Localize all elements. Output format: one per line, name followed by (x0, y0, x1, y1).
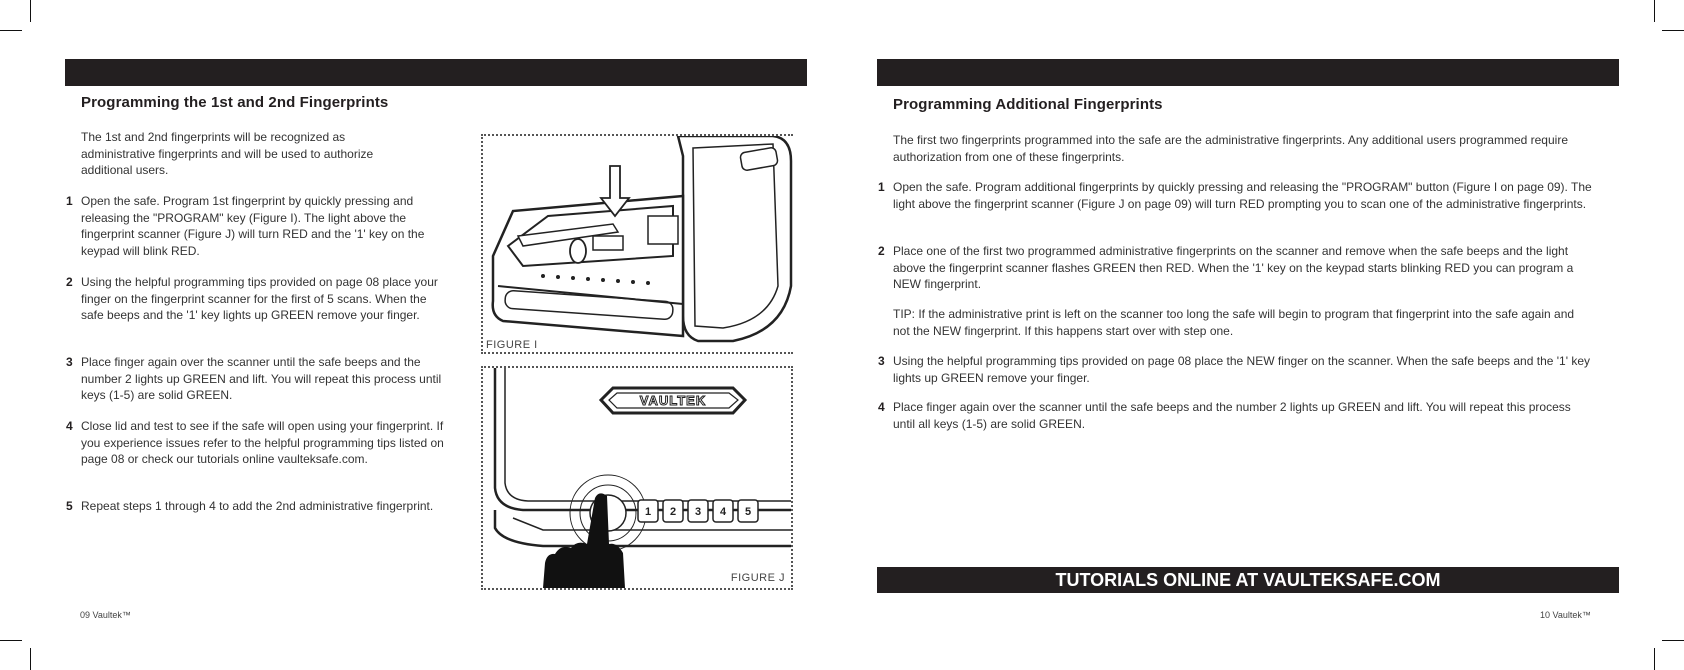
crop-mark (30, 648, 31, 670)
crop-mark (0, 640, 22, 641)
step-number: 2 (66, 275, 73, 289)
left-step-3 (66, 354, 451, 404)
right-step-1 (878, 179, 1593, 212)
step-number: 3 (878, 354, 885, 368)
crop-mark (30, 0, 31, 22)
right-tip (893, 306, 1593, 339)
crop-mark (1662, 30, 1684, 31)
right-step-4 (878, 399, 1593, 432)
crop-mark (1654, 648, 1655, 670)
step-text: Repeat steps 1 through 4 to add the 2nd administrative fingerprint. (81, 499, 434, 513)
safe-open-illustration (483, 136, 793, 354)
left-page-heading: Programming the 1st and 2nd Fingerprints (81, 94, 389, 111)
keypad-key-5: 5 (744, 506, 752, 518)
keypad-key-3: 3 (694, 506, 702, 518)
left-page-number: 09 Vaultek™ (80, 610, 131, 620)
step-text: Place finger again over the scanner until the safe beeps and the number 2 lights up GREEN and lift. You will repeat this process until all keys (1-5) are solid GREEN. (893, 400, 1571, 431)
left-step-5 (66, 498, 451, 515)
tutorials-banner-link[interactable]: TUTORIALS ONLINE AT VAULTEKSAFE.COM (1055, 570, 1441, 590)
right-step-3 (878, 353, 1593, 386)
crop-mark (1654, 0, 1655, 22)
keypad-illustration (483, 368, 791, 588)
step-number: 1 (66, 194, 73, 208)
step-text: Using the helpful programming tips provided on page 08 place the NEW finger on the scanner. When the safe beeps and the '1' key lights up GREEN remove your finger. (893, 354, 1591, 385)
step-number: 4 (66, 419, 73, 433)
keypad-key-1: 1 (644, 506, 652, 518)
right-page-number: 10 Vaultek™ (1540, 610, 1591, 620)
step-number: 2 (878, 244, 885, 258)
right-header-bar (877, 59, 1619, 86)
step-text: Place one of the first two programmed administrative fingerprints on the scanner and remove when the safe beeps and the light above the fingerprint scanner flashes GREEN then RED. When the '1' key on the keypad starts blinking RED you can program a NEW fingerprint. (893, 244, 1574, 291)
step-text: Using the helpful programming tips provided on page 08 place your finger on the fingerprint scanner for the first of 5 scans. When the safe beeps and the '1' key lights up GREEN remove your finger. (81, 275, 438, 322)
step-number: 4 (878, 400, 885, 414)
figure-j-label: FIGURE J (730, 572, 785, 584)
keypad-key-4: 4 (719, 506, 727, 518)
step-text: Open the safe. Program additional fingerprints by quickly pressing and releasing the "PROGRAM" button (Figure I on page 09). The light above the fingerprint scanner (Figure J on page 09) will turn RED prompting you to scan one of the administrative fingerprints. (893, 180, 1592, 211)
tip-text: TIP: If the administrative print is left on the scanner too long the safe will begin to program that fingerprint into the safe again and not the NEW fingerprint. If this happens start over with step one. (893, 307, 1575, 338)
step-text: Place finger again over the scanner until the safe beeps and the number 2 lights up GREEN and lift. You will repeat this process until keys (1-5) are solid GREEN. (81, 355, 442, 402)
figure-i-label: FIGURE I (486, 339, 538, 351)
right-step-2 (878, 243, 1593, 293)
keypad-key-2: 2 (669, 506, 677, 518)
left-step-4 (66, 418, 451, 468)
left-intro-text: The 1st and 2nd fingerprints will be recognized as administrative fingerprints and will be used to authorize additional users. (81, 130, 374, 177)
step-number: 1 (878, 180, 885, 194)
right-page-heading: Programming Additional Fingerprints (893, 96, 1163, 113)
left-step-2 (66, 274, 451, 324)
right-intro-text: The first two fingerprints programmed into the safe are the administrative fingerprints. Any additional users programmed require authorization from one of these fingerprints. (893, 133, 1568, 164)
left-step-1 (66, 193, 451, 259)
figure-i (481, 134, 793, 354)
figure-j (481, 366, 793, 590)
step-number: 5 (66, 499, 73, 513)
vaultek-logo: VAULTEK (639, 393, 707, 408)
left-header-bar (65, 59, 807, 86)
step-text: Close lid and test to see if the safe will open using your fingerprint. If you experience issues refer to the helpful programming tips listed on page 08 or check our tutorials online vaulteksafe.com. (81, 419, 444, 466)
step-number: 3 (66, 355, 73, 369)
crop-mark (1662, 640, 1684, 641)
step-text: Open the safe. Program 1st fingerprint by quickly pressing and releasing the "PROGRAM" key (Figure I). The light above the fingerprint scanner (Figure J) will turn RED and the '1' key on the keypad will blink RED. (81, 194, 425, 258)
crop-mark (0, 30, 22, 31)
